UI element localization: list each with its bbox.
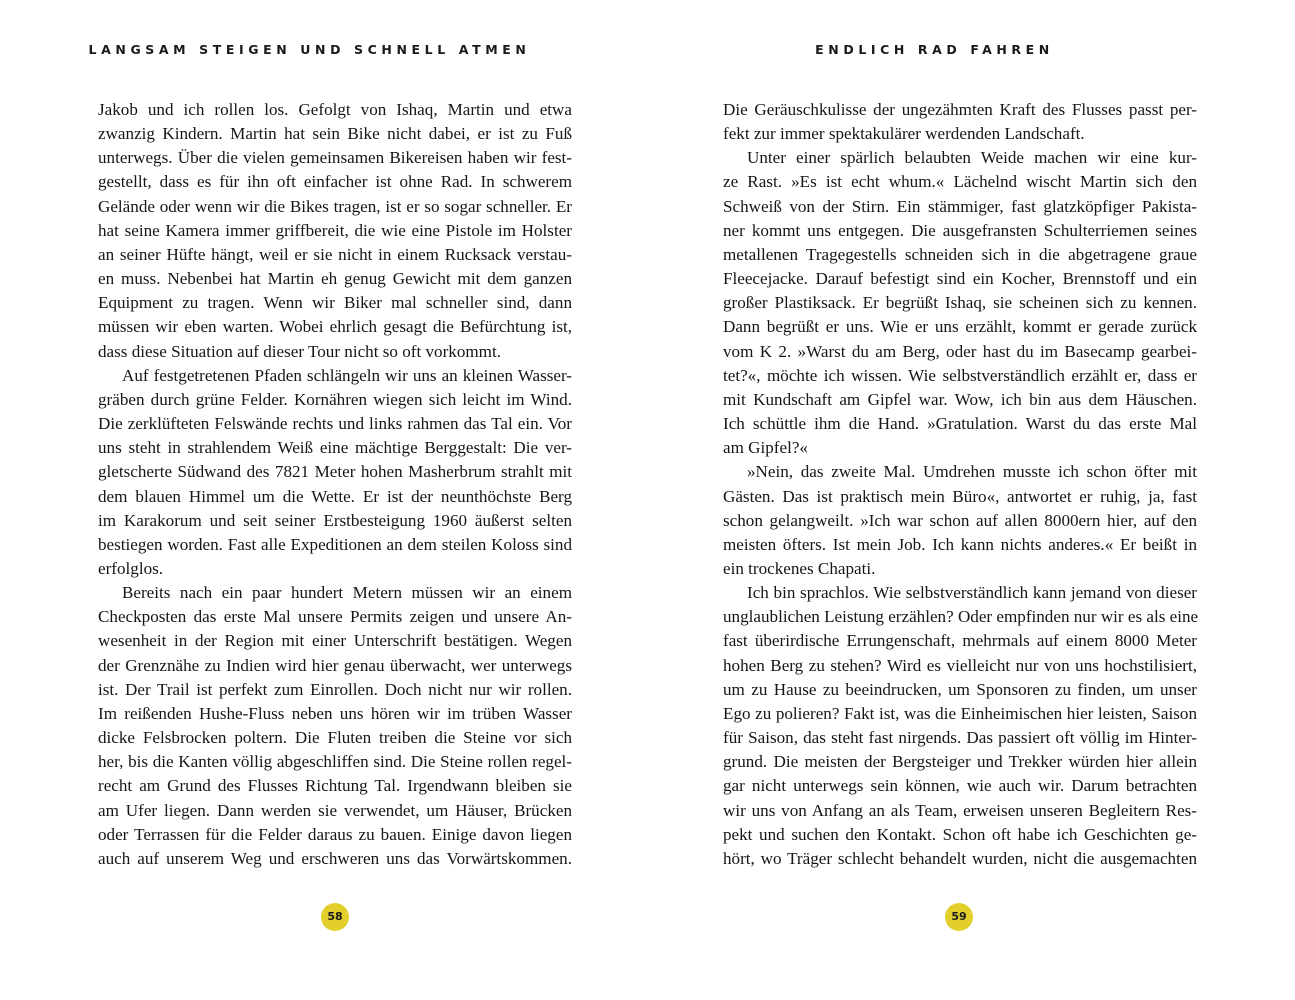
text-line: gar nicht unterwegs sein können, wie auch wir. Darum betrachten: [723, 776, 1197, 796]
text-line: uns steht in strahlendem Weiß eine mächtige Berggestalt: Die ver-: [98, 438, 572, 458]
page-number-badge-left: 58: [321, 903, 349, 931]
text-line: an seiner Hüfte hängt, weil er sie nicht in einem Rucksack verstau-: [98, 244, 572, 264]
text-line: um zu Hause zu beeindrucken, um Sponsoren zu finden, um unser: [723, 679, 1197, 699]
text-line: en muss. Nebenbei hat Martin eh genug Gewicht mit dem ganzen: [98, 269, 572, 289]
text-line: Equipment zu tragen. Wenn wir Biker mal schneller sind, dann: [98, 293, 572, 313]
text-line: ist. Der Trail ist perfekt zum Einrollen. Doch nicht nur wir rollen.: [98, 679, 572, 699]
text-line: zwanzig Kindern. Martin hat sein Bike nicht dabei, er ist zu Fuß: [98, 124, 572, 144]
text-line: hört, wo Träger schlecht behandelt wurden, nicht die ausgemachten: [723, 848, 1197, 868]
text-line: metallenen Tragegestells schneiden sich in die abgetragene graue: [723, 244, 1197, 264]
text-line: großer Plastiksack. Er begrüßt Ishaq, sie scheinen sich zu kennen.: [723, 293, 1197, 313]
text-line: Ich bin sprachlos. Wie selbstverständlich kann jemand von dieser: [747, 583, 1197, 603]
text-line: ner kommt uns entgegen. Die ausgefransten Schulterriemen seines: [723, 220, 1197, 240]
text-line: ze Rast. »Es ist echt whum.« Lächelnd wischt Martin sich den: [723, 172, 1197, 192]
text-line: Unter einer spärlich belaubten Weide machen wir eine kur-: [747, 148, 1197, 168]
text-line: Ich schüttle ihm die Hand. »Gratulation. Warst du das erste Mal: [723, 414, 1197, 434]
text-line: grund. Die meisten der Bergsteiger und Trekker würden hier allein: [723, 752, 1197, 772]
text-line: gestellt, dass es für ihn oft einfacher ist ohne Rad. In schwerem: [98, 172, 572, 192]
text-line: Gästen. Das ist praktisch mein Büro«, antwortet er ruhig, ja, fast: [723, 486, 1197, 506]
page-number-badge-right: 59: [945, 903, 973, 931]
text-line: unglaublichen Leistung erzählen? Oder empfinden nur wir es als eine: [723, 607, 1199, 627]
text-line: Schweiß von der Stirn. Ein stämmiger, fast glatzköpfiger Pakista-: [723, 196, 1197, 216]
text-line: wir uns von Anfang an als Team, erweisen unseren Begleitern Res-: [723, 800, 1197, 820]
text-line: müssen wir eben warten. Wobei ehrlich gesagt die Befürchtung ist,: [98, 317, 572, 337]
text-line: der Grenznähe zu Indien wird hier genau überwacht, wer unterwegs: [98, 655, 572, 675]
text-line: Gelände oder wenn wir die Bikes tragen, ist er so sogar schneller. Er: [98, 196, 572, 216]
text-line: recht am Grund des Flusses Richtung Tal. Irgendwann bleiben sie: [98, 776, 572, 796]
text-line: Im reißenden Hushe-Fluss neben uns hören wir im trüben Wasser: [98, 703, 572, 723]
right-page: [648, 0, 1295, 1000]
text-line: pekt und suchen den Kontakt. Schon oft habe ich Geschichten ge-: [723, 824, 1197, 844]
text-line: Checkposten das erste Mal unsere Permits zeigen und unsere An-: [98, 607, 572, 627]
text-line: schon gelangweilt. »Ich war schon auf allen 8000ern hier, auf den: [723, 510, 1197, 530]
left-page-body: [98, 98, 572, 871]
text-line: hohen Berg zu stehen? Wird es vielleicht nur von uns hochstilisiert,: [723, 655, 1197, 675]
text-line: Ego zu polieren? Fakt ist, was die Einheimischen hier leisten, Saison: [723, 703, 1197, 723]
text-line: Bereits nach ein paar hundert Metern müssen wir an einem: [122, 583, 572, 603]
text-line: am Ufer liegen. Dann werden sie verwendet, um Häuser, Brücken: [98, 800, 572, 820]
left-page: [0, 0, 647, 1000]
text-line: unterwegs. Über die vielen gemeinsamen Bikereisen haben wir fest-: [98, 148, 572, 168]
text-line: tet?«, möchte ich wissen. Wie selbstverständlich erzählt er, dass er: [723, 365, 1197, 385]
text-line: »Nein, das zweite Mal. Umdrehen musste ich schon öfter mit: [747, 462, 1197, 482]
text-line: her, bis die Kanten völlig abgeschliffen sind. Die Steine rollen regel-: [98, 752, 572, 772]
text-line: Die Geräuschkulisse der ungezähmten Kraft des Flusses passt per-: [723, 100, 1197, 119]
text-line: Dann begrüßt er uns. Wie er uns erzählt, kommt er gerade zurück: [723, 317, 1197, 337]
right-page-body: [723, 98, 1197, 871]
text-line: im Karakorum und seit seiner Erstbesteigung 1960 äußerst selten: [98, 510, 572, 530]
text-line: bestiegen worden. Fast alle Expeditionen an dem steilen Koloss sind: [98, 534, 572, 554]
text-line: dicke Felsbrocken poltern. Die Fluten treiben die Steine vor sich: [98, 728, 572, 748]
text-line: wesenheit in der Region mit einer Unterschrift bestätigen. Wegen: [98, 631, 572, 651]
text-line: für Saison, das steht fast nirgends. Das passiert oft völlig im Hinter-: [723, 728, 1197, 748]
text-line: dem blauen Himmel um die Wette. Er ist der neunthöchste Berg: [98, 486, 572, 506]
text-line: erfolglos.: [98, 558, 164, 578]
text-line: dass diese Situation auf dieser Tour nicht so oft vorkommt.: [98, 341, 501, 361]
text-line: meisten öfters. Ist mein Job. Ich kann nichts anderes.« Er beißt in: [723, 534, 1197, 554]
text-line: oder Terrassen für die Felder daraus zu bauen. Einige davon liegen: [98, 824, 572, 844]
text-line: vom K 2. »Warst du am Berg, oder hast du im Basecamp gearbei-: [723, 341, 1197, 361]
text-line: Jakob und ich rollen los. Gefolgt von Ishaq, Martin und etwa: [98, 100, 572, 119]
running-head-right: ENDLICH RAD FAHREN: [815, 42, 1054, 57]
text-line: ein trockenes Chapati.: [723, 558, 876, 578]
text-line: Die zerklüfteten Felswände rechts und links rahmen das Tal ein. Vor: [98, 414, 572, 434]
text-line: mit Kundschaft am Gipfel war. Wow, ich bin aus dem Häuschen.: [723, 389, 1197, 409]
text-line: fast überirdische Errungenschaft, mehrmals auf einem 8000 Meter: [723, 631, 1197, 651]
text-line: hat seine Kamera immer griffbereit, die wie eine Pistole im Holster: [98, 220, 572, 240]
text-line: Auf festgetretenen Pfaden schlängeln wir uns an kleinen Wasser-: [122, 365, 572, 385]
text-line: auch auf unserem Weg und erschweren uns das Vorwärtskommen.: [98, 848, 572, 868]
text-line: gletscherte Südwand des 7821 Meter hohen Masherbrum strahlt mit: [98, 462, 572, 482]
text-line: gräben durch grüne Felder. Kornähren wiegen sich leicht im Wind.: [98, 389, 572, 409]
text-line: am Gipfel?«: [723, 438, 808, 458]
running-head-left: LANGSAM STEIGEN UND SCHNELL ATMEN: [88, 42, 531, 57]
text-line: fekt zur immer spektakulärer werdenden Landschaft.: [723, 124, 1085, 144]
text-line: Fleecejacke. Darauf befestigt sind ein Kocher, Brennstoff und ein: [723, 269, 1197, 289]
